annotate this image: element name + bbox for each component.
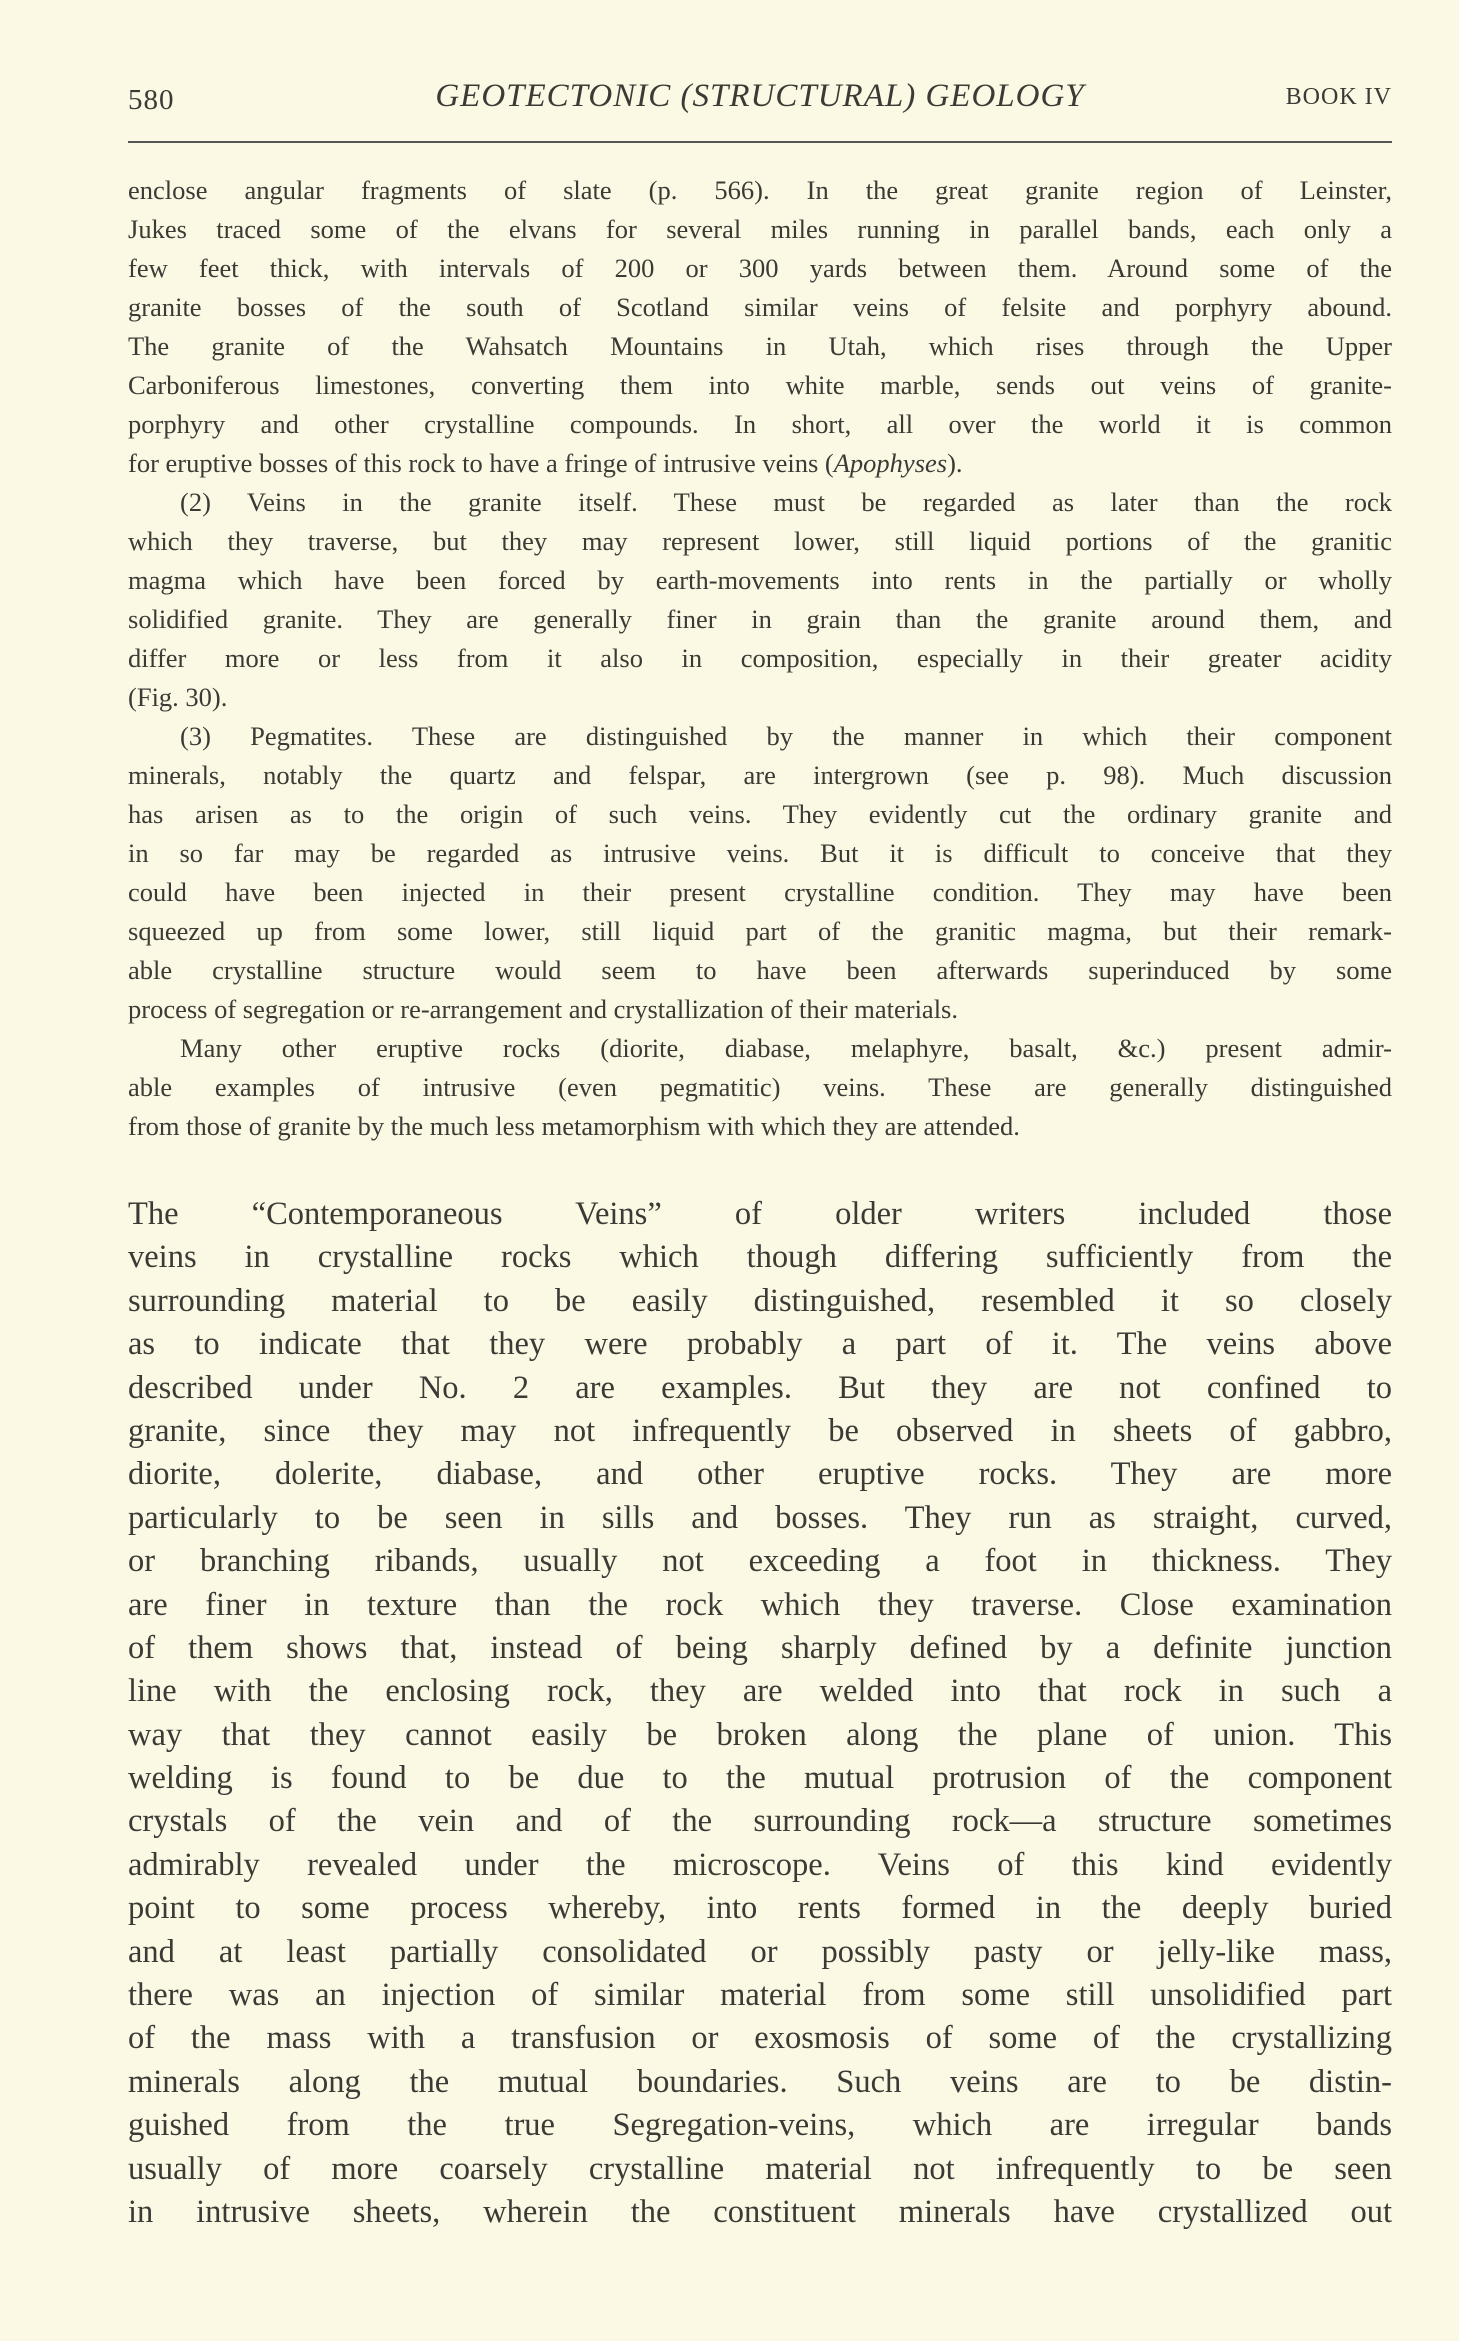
text-line: diorite, dolerite, diabase, and other eruptive rocks. They are more	[128, 1456, 1392, 1493]
text-line: porphyry and other crystalline compounds. In short, all over the world it is common	[128, 409, 1392, 439]
text-line: and at least partially consolidated or possibly pasty or jelly-like mass,	[128, 1933, 1392, 1970]
text-line: Jukes traced some of the elvans for several miles running in parallel bands, each only a	[128, 214, 1392, 244]
text-line: particularly to be seen in sills and bosses. They run as straight, curved,	[128, 1499, 1392, 1536]
text-line: for eruptive bosses of this rock to have a fringe of intrusive veins (Apophyses).	[128, 448, 963, 478]
text-line: or branching ribands, usually not exceeding a foot in thickness. They	[128, 1543, 1392, 1580]
text-line: way that they cannot easily be broken along the plane of union. This	[128, 1716, 1392, 1753]
text-line: are finer in texture than the rock which they traverse. Close examination	[128, 1586, 1392, 1623]
text-line: The “Contemporaneous Veins” of older writers included those	[128, 1196, 1392, 1232]
text-line: enclose angular fragments of slate (p. 566). In the great granite region of Leinster,	[128, 175, 1392, 205]
text-line: The granite of the Wahsatch Mountains in Utah, which rises through the Upper	[128, 331, 1392, 361]
text-line: solidified granite. They are generally finer in grain than the granite around them, and	[128, 604, 1392, 634]
text-line: Carboniferous limestones, converting them into white marble, sends out veins of granite-	[128, 370, 1392, 400]
italic-term: Apophyses	[833, 448, 948, 478]
text-line: in intrusive sheets, wherein the constituent minerals have crystallized out	[128, 2193, 1392, 2230]
text-line: as to indicate that they were probably a part of it. The veins above	[128, 1326, 1392, 1363]
text-line: magma which have been forced by earth-movements into rents in the partially or wholly	[128, 565, 1392, 595]
paragraph	[128, 717, 1392, 1029]
text-line: process of segregation or re-arrangement and crystallization of their materials.	[128, 994, 958, 1024]
text-line: minerals along the mutual boundaries. Such veins are to be distin-	[128, 2063, 1392, 2100]
main-text-section	[128, 1193, 1392, 2234]
text-line: welding is found to be due to the mutual protrusion of the component	[128, 1760, 1392, 1797]
text-line: described under No. 2 are examples. But they are not confined to	[128, 1369, 1392, 1406]
text-line: of them shows that, instead of being sharply defined by a definite junction	[128, 1629, 1392, 1666]
paragraph	[128, 483, 1392, 717]
text-line: differ more or less from it also in composition, especially in their greater acidity	[128, 643, 1392, 673]
text-line: could have been injected in their present crystalline condition. They may have been	[128, 877, 1392, 907]
running-title: GEOTECTONIC (STRUCTURAL) GEOLOGY	[435, 78, 1085, 114]
text-line: admirably revealed under the microscope. Veins of this kind evidently	[128, 1846, 1392, 1883]
text-line: line with the enclosing rock, they are welded into that rock in such a	[128, 1673, 1392, 1710]
text-line: Many other eruptive rocks (diorite, diabase, melaphyre, basalt, &c.) present admir-	[180, 1033, 1392, 1063]
text-line: in so far may be regarded as intrusive veins. But it is difficult to conceive that they	[128, 838, 1392, 868]
text-line: there was an injection of similar material from some still unsolidified part	[128, 1977, 1392, 2014]
paragraph	[128, 1029, 1392, 1146]
text-line: minerals, notably the quartz and felspar, are intergrown (see p. 98). Much discussion	[128, 760, 1392, 790]
text-line: point to some process whereby, into rents formed in the deeply buried	[128, 1890, 1392, 1927]
page-number: 580	[128, 84, 175, 116]
text-line: (Fig. 30).	[128, 682, 228, 712]
text-line: granite bosses of the south of Scotland similar veins of felsite and porphyry abound.	[128, 292, 1392, 322]
book-label: BOOK IV	[1285, 84, 1392, 110]
text-line: squeezed up from some lower, still liquid part of the granitic magma, but their remark-	[128, 916, 1392, 946]
header-rule	[128, 141, 1392, 143]
text-line: crystals of the vein and of the surrounding rock—a structure sometimes	[128, 1803, 1392, 1840]
text-line: which they traverse, but they may represent lower, still liquid portions of the granitic	[128, 526, 1392, 556]
text-line: from those of granite by the much less metamorphism with which they are attended.	[128, 1111, 1020, 1141]
text-line: granite, since they may not infrequently be observed in sheets of gabbro,	[128, 1412, 1392, 1449]
paragraph	[128, 171, 1392, 483]
paragraph	[128, 1193, 1392, 2234]
text-line: usually of more coarsely crystalline material not infrequently to be seen	[128, 2150, 1392, 2187]
text-line: guished from the true Segregation-veins, which are irregular bands	[128, 2107, 1392, 2144]
text-line: (3) Pegmatites. These are distinguished by the manner in which their component	[180, 721, 1392, 751]
text-line: able crystalline structure would seem to have been afterwards superinduced by some	[128, 955, 1392, 985]
text-line: veins in crystalline rocks which though differing sufficiently from the	[128, 1239, 1392, 1276]
text-line: surrounding material to be easily distinguished, resembled it so closely	[128, 1282, 1392, 1319]
text-line: few feet thick, with intervals of 200 or 300 yards between them. Around some of the	[128, 253, 1392, 283]
running-header	[128, 78, 1392, 122]
text-line: able examples of intrusive (even pegmatitic) veins. These are generally distinguished	[128, 1072, 1392, 1102]
text-line: of the mass with a transfusion or exosmosis of some of the crystallizing	[128, 2020, 1392, 2057]
text-line: (2) Veins in the granite itself. These must be regarded as later than the rock	[180, 487, 1392, 517]
small-print-section	[128, 171, 1392, 1146]
text-line: has arisen as to the origin of such veins. They evidently cut the ordinary granite and	[128, 799, 1392, 829]
